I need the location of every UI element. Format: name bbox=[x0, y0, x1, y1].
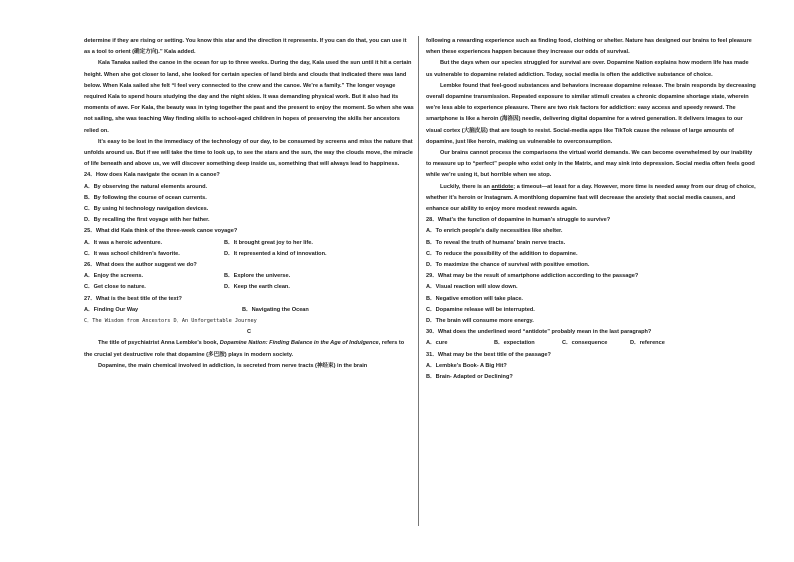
paragraph: determine if they are rising or setting. You know this star and the direction it represents. If you can do that, you can use it as a tool to orient (确定方向).” Kala added. bbox=[84, 38, 407, 56]
option: A．To enrich people’s daily necessities like shelter. bbox=[426, 228, 563, 235]
column-divider bbox=[418, 36, 419, 526]
book-title: Dopamine Nation: Finding Balance in the Age of Indulgence bbox=[219, 340, 379, 347]
option: C．Dopamine release will be interrupted. bbox=[426, 306, 535, 313]
option: D．By recalling the first voyage with her father. bbox=[84, 217, 210, 224]
underlined-word: antidote bbox=[491, 183, 514, 190]
question-29: 29．What may be the result of smartphone addiction according to the passage? bbox=[426, 273, 639, 280]
option: C．consequence bbox=[562, 340, 608, 347]
option: A．Finding Our Way bbox=[84, 306, 139, 313]
option: B．expectation bbox=[494, 340, 535, 347]
option: C．The Wisdom from Ancestors D．An Unforgettable Journey bbox=[84, 318, 257, 325]
paragraph bbox=[84, 338, 414, 360]
option: A．Enjoy the screens. bbox=[84, 273, 144, 280]
options-row bbox=[84, 249, 414, 260]
paragraph: Kala Tanaka sailed the canoe in the ocean for up to three weeks. During the day, Kala used the sun until it hit a certain height. When she got closer to land, she looked for certain species of land birds and clouds that indicated there was land below. When Kala sailed she felt “I feel very connected to the crew and the canoe. We’re a family.” The longer voyage required Kala to spend hours studying the day and the night skies. It was demanding physical work. But it also had its moments of awe. For Kala, the beauty was in tying together the past and the present to enjoy the moment. So when she was not sailing, she was teaching Way finding skills to school-aged children in hopes of preserving the skills her ancestors relied on. bbox=[84, 60, 414, 134]
option: B．It brought great joy to her life. bbox=[224, 239, 313, 246]
text: The title of psychiatrist Anna Lembke’s book, bbox=[98, 340, 220, 347]
question-30: 30．What does the underlined word “antidote” probably mean in the last paragraph? bbox=[426, 329, 652, 336]
text: , refers to the crucial yet destructive role that dopamine (多巴胺) plays in modern society. bbox=[84, 340, 405, 358]
question-27: 27．What is the best title of the text? bbox=[84, 295, 182, 302]
option: D．To maximize the chance of survival with positive emotion. bbox=[426, 262, 590, 269]
option: B．Explore the universe. bbox=[224, 273, 291, 280]
question-31: 31．What may be the best title of the passage? bbox=[426, 351, 551, 358]
option: C．It was school children’s favorite. bbox=[84, 250, 180, 257]
option: A．Visual reaction will slow down. bbox=[426, 284, 518, 291]
option: B．Navigating the Ocean bbox=[242, 306, 309, 313]
paragraph: Dopamine, the main chemical involved in addiction, is secreted from nerve tracts (神经束) in the brain bbox=[98, 362, 368, 369]
options-row bbox=[84, 305, 414, 316]
paragraph: following a rewarding experience such as finding food, clothing or shelter. Nature has designed our brains to feel pleasure when these experiences happen because they increase our odds of survival. bbox=[426, 38, 752, 56]
paragraph: Our brains cannot process the comparisons the virtual world demands. We can become overwhelmed by our inability to measure up to “perfect” people who exist only in the Matrix, and may sink into depression. Social media often feels good while we’re using it, but horrible when we stop. bbox=[426, 150, 755, 179]
option: D．The brain will consume more energy. bbox=[426, 318, 534, 325]
section-heading: C bbox=[246, 329, 252, 336]
options-row bbox=[84, 238, 414, 249]
options-row bbox=[84, 271, 414, 282]
left-column bbox=[84, 36, 414, 372]
question-24: 24．How does Kala navigate the ocean in a canoe? bbox=[84, 172, 220, 179]
option: A．Lembke’s Book- A Big Hit? bbox=[426, 362, 507, 369]
question-26: 26．What does the author suggest we do? bbox=[84, 262, 197, 269]
question-28: 28．What’s the function of dopamine in human’s struggle to survive? bbox=[426, 217, 611, 224]
text: ; a timeout—at least for a day. However, more time is needed away from our drug of choice, whether it’s heroin or Instagram. A monthlong dopamine fast will decrease the anxiety that social media causes, and enhance our ability to enjoy more modest rewards again. bbox=[426, 183, 756, 213]
option: C．To reduce the possibility of the addition to dopamine. bbox=[426, 250, 578, 257]
option: B．To reveal the truth of humans’ brain nerve tracts. bbox=[426, 239, 566, 246]
option: B．Negative emotion will take place. bbox=[426, 295, 523, 302]
paragraph: But the days when our species struggled for survival are over. Dopamine Nation explains how modern life has made us vulnerable to dopamine related addiction. Today, social media is often the addictive substance of choice. bbox=[426, 60, 749, 78]
option: B．By following the course of ocean currents. bbox=[84, 194, 207, 201]
option: A．By observing the natural elements around. bbox=[84, 183, 208, 190]
paragraph: Lembke found that feel-good substances and behaviors increase dopamine release. The brain responds by decreasing overall dopamine transmission. Repeated exposure to similar stimuli creates a chronic dopamine shortage state, wherein we’re less able to experience pleasure. There are two risk factors for addiction: easy access and speedy reward. The smartphone is like a heroin (海洛因) needle, delivering digital dopamine for a wired generation. It delivers images to our visual cortex (大脑皮层) that are tough to resist. Social-media apps like TikTok cause the release of large amounts of dopamine, just like heroin, making us vulnerable to overconsumption. bbox=[426, 82, 756, 145]
option: D．reference bbox=[630, 340, 665, 347]
right-column bbox=[426, 36, 756, 383]
paragraph bbox=[426, 182, 756, 216]
text: Luckily, there is an bbox=[440, 183, 492, 190]
option: A．It was a heroic adventure. bbox=[84, 239, 163, 246]
paragraph: It’s easy to be lost in the immediacy of the technology of our day, to be consumed by screens and miss the nature that unfolds around us. But if we will take the time to look up, to see the stars and the sun, the way the clouds move, the miracle of life beneath and above us, we will discover something deep inside us, something that will always lead to happiness. bbox=[84, 138, 413, 168]
options-row bbox=[84, 282, 414, 293]
question-25: 25．What did Kala think of the three-week canoe voyage? bbox=[84, 228, 238, 235]
option: C．Get close to nature. bbox=[84, 284, 146, 291]
option: B．Brain- Adapted or Declining? bbox=[426, 374, 513, 381]
options-row bbox=[426, 338, 756, 349]
option: C．By using hi technology navigation devices. bbox=[84, 206, 209, 213]
option: D．It represented a kind of innovation. bbox=[224, 250, 327, 257]
option: A．cure bbox=[426, 340, 448, 347]
option: D．Keep the earth clean. bbox=[224, 284, 290, 291]
